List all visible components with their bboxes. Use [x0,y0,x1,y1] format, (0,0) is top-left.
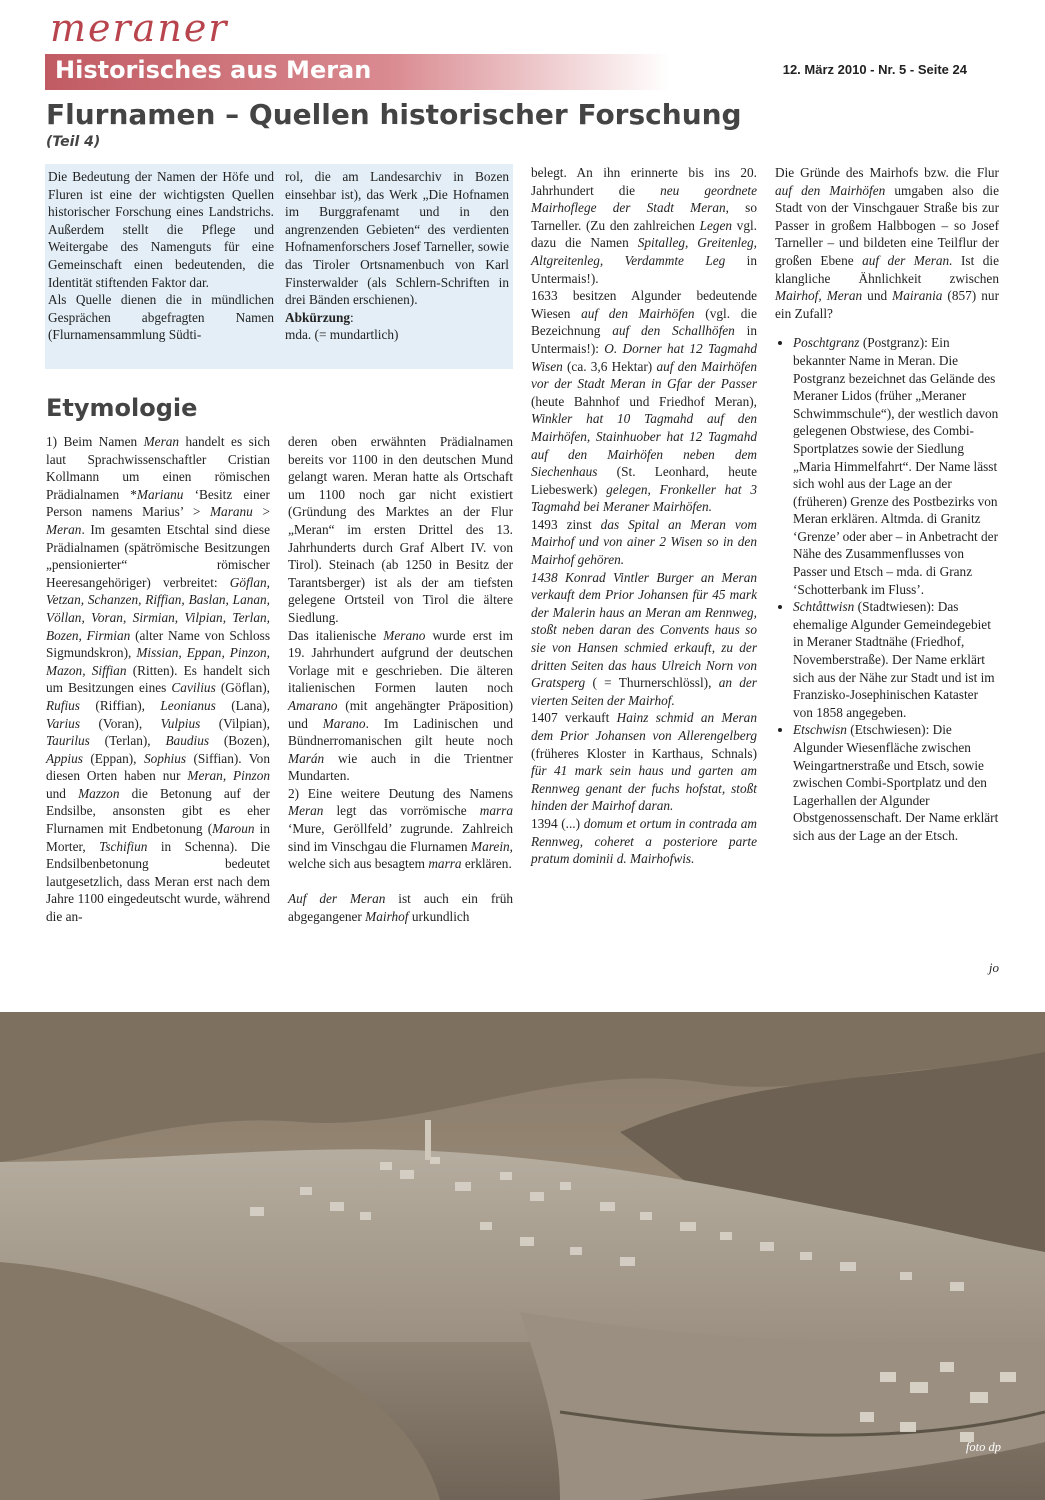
body-column-2 [288,433,513,926]
body-paragraph: Die Gründe des Mairhofs bzw. die Flur auf den Mairhöfen umgaben also die Stadt von der Vinschgauer Straße bis zur Passer in großem Halbbogen – so Josef Tarneller – und bildeten eine Teilflur der großen Ebene auf der Meran. Ist die klangliche Ähnlichkeit zwischen Mairhof, Meran und Mairania (857) nur ein Zufall? [775,165,1000,321]
body-paragraph: belegt. An ihn erinnerte bis ins 20. Jahrhundert die neu geordnete Mairhoflege der Stadt Meran, so Tarneller. (Zu den zahlreichen Legen vgl. dazu die Namen Spitalleg, Greitenleg, Altgreitenleg, Verdammte Leg in Untermais!). [531,165,758,286]
section-title: Historisches aus Meran [55,56,372,84]
intro-paragraph-1: Die Bedeutung der Namen der Höfe und Fluren ist eine der wichtigsten Quellen historischer Forschung eines Landstrichs. Außerdem stellt die Pflege und Weitergabe des Namenguts für eine Gemeinschaft einen bedeutenden, die Identität stiftenden Faktor dar. [48,169,274,290]
photo-credit: foto dp [965,1440,1001,1454]
body-paragraph: 1407 verkauft Hainz schmid an Meran dem Prior Johansen von Allerengelberg (früheres Kloster in Karthaus, Schnals) für 41 mark sein haus und garten am Rennweg genant der fuchs hofstat, stoßt hinden der Mairhof daran. [531,710,757,814]
photo-illustration [0,1012,1045,1500]
body-column-1 [46,433,270,926]
section-banner [45,54,670,90]
meraner-logo: meraner [50,6,229,50]
abbreviation-text: mda. (= mundartlich) [285,327,399,343]
intro-paragraph-2-start: Als Quelle dienen die in mündlichen Gesprächen abgefragten Namen (Flurnamensammlung Südti- [48,292,274,343]
body-paragraph: 1493 zinst das Spital an Meran vom Mairhof und von ainer 2 Wisen so in den Mairhof gehören. [531,516,757,568]
intro-column-1 [48,168,274,344]
bullet-text: (Etschwiesen): Die Algunder Wiesenfläche zwischen Weingartnerstraße und Etsch, sowie zwischen Combi-Sportplatz und den Lagerhallen der Algunder Obstgenossenschaft. Der Name erklärt sich aus der Lage an der Etsch. [793,722,999,843]
author-signature: jo [988,960,999,975]
issue-info: 12. März 2010 - Nr. 5 - Seite 24 [782,62,967,77]
bullet-term: Schtåttwisn [793,599,855,615]
bullet-text: (Postgranz): Ein bekannter Name in Meran. Die Postgranz bezeichnet das Gelände des Meraner Lidos (früher „Meraner Schwimmschule“), der westlich davon gelegenen Obstwiese, des Combi-Sportplatzes sowie der Siedlung „Maria Himmelfahrt“. Der Name lässt sich wohl aus der Lage an der (früheren) Grenze des Postbezirks von Meran erklären. Altmda. di Granitz ‘Grenze’ oder aber – in Anbetracht der Nähe des Zusammenflusses von Passer und Etsch – mda. di Granz ‘Schotterbank im Fluss’. [793,335,999,597]
body-column-3 [531,164,757,868]
body-column-4 [775,164,999,845]
bullet-term: Poschtgranz [793,335,860,351]
bullet-text: (Stadtwiesen): Das ehemalige Algunder Gemeindegebiet in Meraner Stadtnähe (Friedhof, Novemberstraße). Der Name erklärt sich aus der Nähe zur Stadt und ist im Franzisko-Josephinischen Kataster von 1858 angegeben. [793,599,995,720]
abbreviation: Abkürzung: mda. (= mundartlich) [285,309,399,343]
article-title: Flurnamen – Quellen historischer Forschung [46,98,742,131]
body-paragraph: 1438 Konrad Vintler Burger an Meran verkauft dem Prior Johansen für 45 mark der Malerin haus an Meran am Rennweg, stoßt neben daran des Convents haus so sie von Hansen schmied erkauft, zu der dritten Seiten das haus Ulreich Norn von Gratsperg ( = Thurnerschlössl), an der vierten Seiten der Mairhof. [531,569,757,708]
body-paragraph: 1) Beim Namen Meran handelt es sich laut Sprachwissenschaftler Cristian Kollmann um einen römischen Prädialnamen *Marianu ‘Besitz einer Person namens Marius’ > Maranu > Meran. Im gesamten Etschtal sind diese Prädialnamen (spätrömische Besitzungen „pensionierter“ römischer Heeresangehöriger) verbreitet: Göflan, Vetzan, Schanzen, Riffian, Baslan, Lanan, Völlan, Voran, Sirmian, Vilpian, Terlan, Bozen, Firmian (alter Name von Schloss Sigmundskron), Missian, Eppan, Pinzon, Mazon, Siffian (Ritten). Es handelt sich um Besitzungen eines Cavilius (Göflan), Rufius (Riffian), Leonianus (Lana), Varius (Voran), Vulpius (Vilpian), Taurilus (Terlan), Baudius (Bozen), Appius (Eppan), Sophius (Siffian). Von diesen Orten haben nur Meran, Pinzon und Mazzon die Betonung auf der Endsilbe, ansonsten gibt es eher Flurnamen mit Endbetonung (Maroun in Morter, Tschifiun in Schenna). Die Endsilbenbetonung bedeutet lautgesetzlich, dass Meran erst nach dem Jahre 1100 eingedeutscht wurde, während die an- [46,434,271,925]
abbreviation-label: Abkürzung [285,309,351,325]
list-item [793,334,999,598]
body-paragraph: 1633 besitzen Algunder bedeutende Wiesen auf den Mairhöfen (vgl. die Bezeichnung auf den Schallhöfen in Untermais!): O. Dorner hat 12 Tagmahd Wisen (ca. 3,6 Hektar) auf den Mairhöfen vor der Stadt Meran in Gfar der Passer (heute Bahnhof und Friedhof Meran), Winkler hat 10 Tagmahd auf den Mairhöfen, Stainhuober hat 12 Tagmahd auf den Mairhöfen neben dem Siechenhaus (St. Leonhard, heute Liebeswerk) gelegen, Fronkeller hat 3 Tagmahd bei Meraner Mairhöfen. [531,288,757,515]
bullet-term: Etschwisn [793,722,847,738]
meran-aerial-photo [0,1012,1045,1500]
body-paragraph: deren oben erwähnten Prädialnamen bereits vor 1100 in den deutschen Mund gelangt waren. Meran hatte als Ortschaft um 1100 noch gar nicht existiert (Gründung des Marktes an der Flur „Meran“ im ersten Drittel des 13. Jahrhunderts durch Graf Albert IV. von Tirol). Steinach (ab 1250 in Besitz der Tarantsberger) ist als der am tiefsten gelegene Ortsteil von Tirol die ältere Siedlung. [288,434,513,625]
intro-paragraph-2-end: rol, die am Landesarchiv in Bozen einsehbar ist), das Werk „Die Hofnamen im Burggrafenamt und in den angrenzenden Gebieten“ des verdienten Hofnamenforschers Josef Tarneller, sowie das Tiroler Ortsnamenbuch von Karl Finsterwalder (als Schlern-Schriften in drei Bänden erschienen). [285,169,509,308]
list-item [793,721,999,844]
body-paragraph: Das italienische Merano wurde erst im 19. Jahrhundert aufgrund der deutschen Vorlage mit e geschrieben. Die älteren italienischen Formen lauten noch Amarano (mit angehängter Präposition) und Marano. Im Ladinischen und Bündnerromanischen gilt heute noch Marán wie auch in die Trientner Mundarten. [288,627,513,784]
article-subtitle: (Teil 4) [46,134,101,150]
body-paragraph: 2) Eine weitere Deutung des Namens Meran legt das vorrömische marra ‘Mure, Geröllfeld’ zugrunde. Zahlreich sind im Vinschgau die Flurnamen Marein, welche sich aus besagtem marra erklären. [288,785,513,872]
intro-column-2 [285,168,509,344]
list-item [793,598,999,721]
body-paragraph: 1394 (...) domum et ortum in contrada am Rennweg, coheret a posteriore parte pratum dominii d. Mairhofwis. [531,815,757,867]
etymology-heading: Etymologie [46,394,198,422]
field-name-list [775,334,999,844]
body-paragraph: Auf der Meran ist auch ein früh abgegangener Mairhof urkundlich [288,891,513,925]
